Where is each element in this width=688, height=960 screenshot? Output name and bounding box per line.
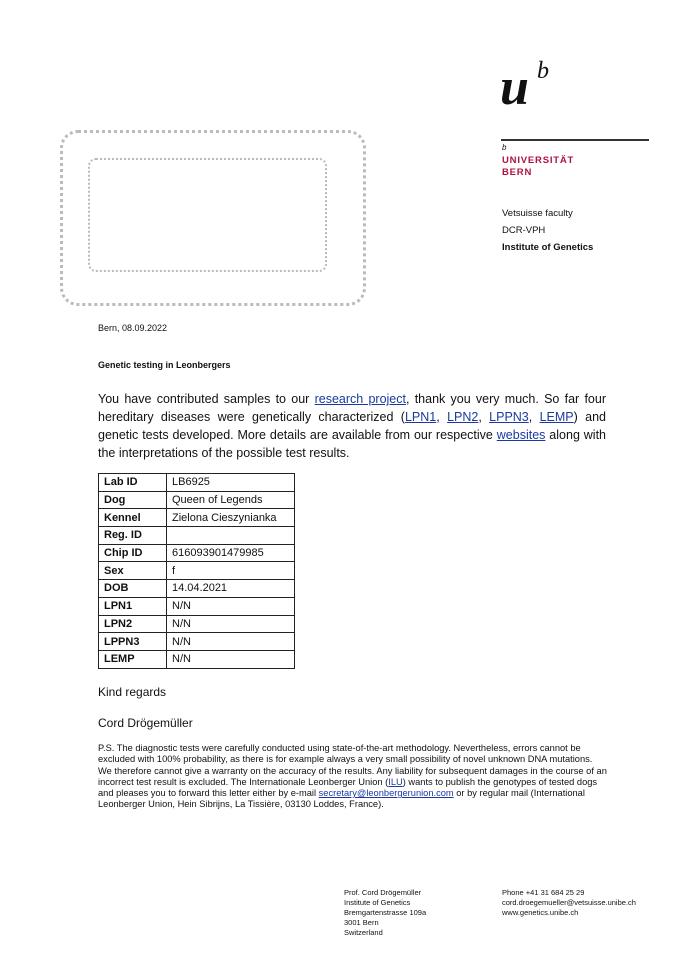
signer: Cord Drögemüller <box>98 716 193 730</box>
logo-small-b: b <box>502 143 507 152</box>
text: , <box>528 410 540 424</box>
footer-line: Switzerland <box>344 928 383 937</box>
table-row <box>99 544 295 562</box>
row-value: N/N <box>167 615 295 633</box>
body-paragraph <box>98 390 606 462</box>
websites-link[interactable]: websites <box>496 428 546 442</box>
table-row <box>99 527 295 545</box>
division: DCR-VPH <box>502 225 546 236</box>
table-row <box>99 615 295 633</box>
footer-line: Institute of Genetics <box>344 898 411 907</box>
row-label: Sex <box>99 562 167 580</box>
table-row <box>99 633 295 651</box>
lppn3-link[interactable]: LPPN3 <box>489 410 529 424</box>
footer-line: Prof. Cord Drögemüller <box>344 888 422 897</box>
university-name: UNIVERSITÄT <box>502 155 575 166</box>
footer-address <box>344 888 426 938</box>
subject: Genetic testing in Leonbergers <box>98 360 231 370</box>
lpn1-link[interactable]: LPN1 <box>404 410 437 424</box>
row-label: Lab ID <box>99 474 167 492</box>
date: Bern, 08.09.2022 <box>98 323 168 333</box>
university-city: BERN <box>502 167 533 178</box>
row-value: 616093901479985 <box>167 544 295 562</box>
postscript <box>98 743 608 811</box>
text: , <box>478 410 490 424</box>
research-project-link[interactable]: research project <box>314 392 406 406</box>
row-value: f <box>167 562 295 580</box>
results-table <box>98 473 295 669</box>
row-label: Reg. ID <box>99 527 167 545</box>
table-row <box>99 562 295 580</box>
table-row <box>99 650 295 668</box>
institute: Institute of Genetics <box>502 242 594 253</box>
row-value <box>167 527 295 545</box>
row-label: LPPN3 <box>99 633 167 651</box>
university-logo-b: b <box>537 58 549 84</box>
table-row <box>99 509 295 527</box>
lpn2-link[interactable]: LPN2 <box>447 410 479 424</box>
row-label: LPN2 <box>99 615 167 633</box>
text: ) wants to publish the genotypes of tested dogs and pleases you to forward this letter either by e-mail <box>98 776 598 799</box>
row-value: N/N <box>167 633 295 651</box>
footer-website: www.genetics.unibe.ch <box>502 908 579 917</box>
table-row <box>99 474 295 492</box>
table-row <box>99 597 295 615</box>
closing: Kind regards <box>98 685 167 699</box>
text: ) and genetic tests developed. More details are available from our respective <box>98 410 606 442</box>
table-row <box>99 580 295 598</box>
footer-phone: Phone +41 31 684 25 29 <box>502 888 585 897</box>
text: , <box>436 410 448 424</box>
row-value: LB6925 <box>167 474 295 492</box>
footer-line: 3001 Bern <box>344 918 379 927</box>
ilu-link[interactable]: ILU <box>388 776 403 787</box>
faculty: Vetsuisse faculty <box>502 208 573 219</box>
footer-email: cord.droegemueller@vetsuisse.unibe.ch <box>502 898 636 907</box>
text: P.S. The diagnostic tests were carefully conducted using state-of-the-art methodology. Nevertheless, errors cannot be excluded with 100% probability, as there is for example always a very small possibility of novel unknown DNA mutations. We therefore cannot give a warranty on the accuracy of the results. Any liability for subsequent damages in the course of an incorrect test result is excluded. The Internationale Leonberger Union ( <box>98 743 607 787</box>
email-link[interactable]: secretary@leonbergerunion.com <box>318 788 454 799</box>
row-value: N/N <box>167 650 295 668</box>
university-logo: u <box>500 59 529 116</box>
lemp-link[interactable]: LEMP <box>539 410 574 424</box>
footer-contact <box>502 888 636 918</box>
text: You have contributed samples to our <box>98 392 315 406</box>
row-value: N/N <box>167 597 295 615</box>
row-label: DOB <box>99 580 167 598</box>
row-value: Zielona Cieszynianka <box>167 509 295 527</box>
row-label: LEMP <box>99 650 167 668</box>
footer-line: Bremgartenstrasse 109a <box>344 908 427 917</box>
row-value: Queen of Legends <box>167 491 295 509</box>
row-label: Kennel <box>99 509 167 527</box>
table-row <box>99 491 295 509</box>
row-value: 14.04.2021 <box>167 580 295 598</box>
row-label: Dog <box>99 491 167 509</box>
redacted-stamp <box>60 130 366 306</box>
text: along with the interpretations of the possible test results. <box>98 428 607 460</box>
row-label: Chip ID <box>99 544 167 562</box>
text: , thank you very much. So far four hereditary diseases were genetically characterized ( <box>98 392 606 424</box>
text: or by regular mail (International Leonberger Union, Hein Sibrijns, La Tissière, 03130 Loddes, France). <box>98 788 585 810</box>
row-label: LPN1 <box>99 597 167 615</box>
logo-rule <box>501 139 649 141</box>
